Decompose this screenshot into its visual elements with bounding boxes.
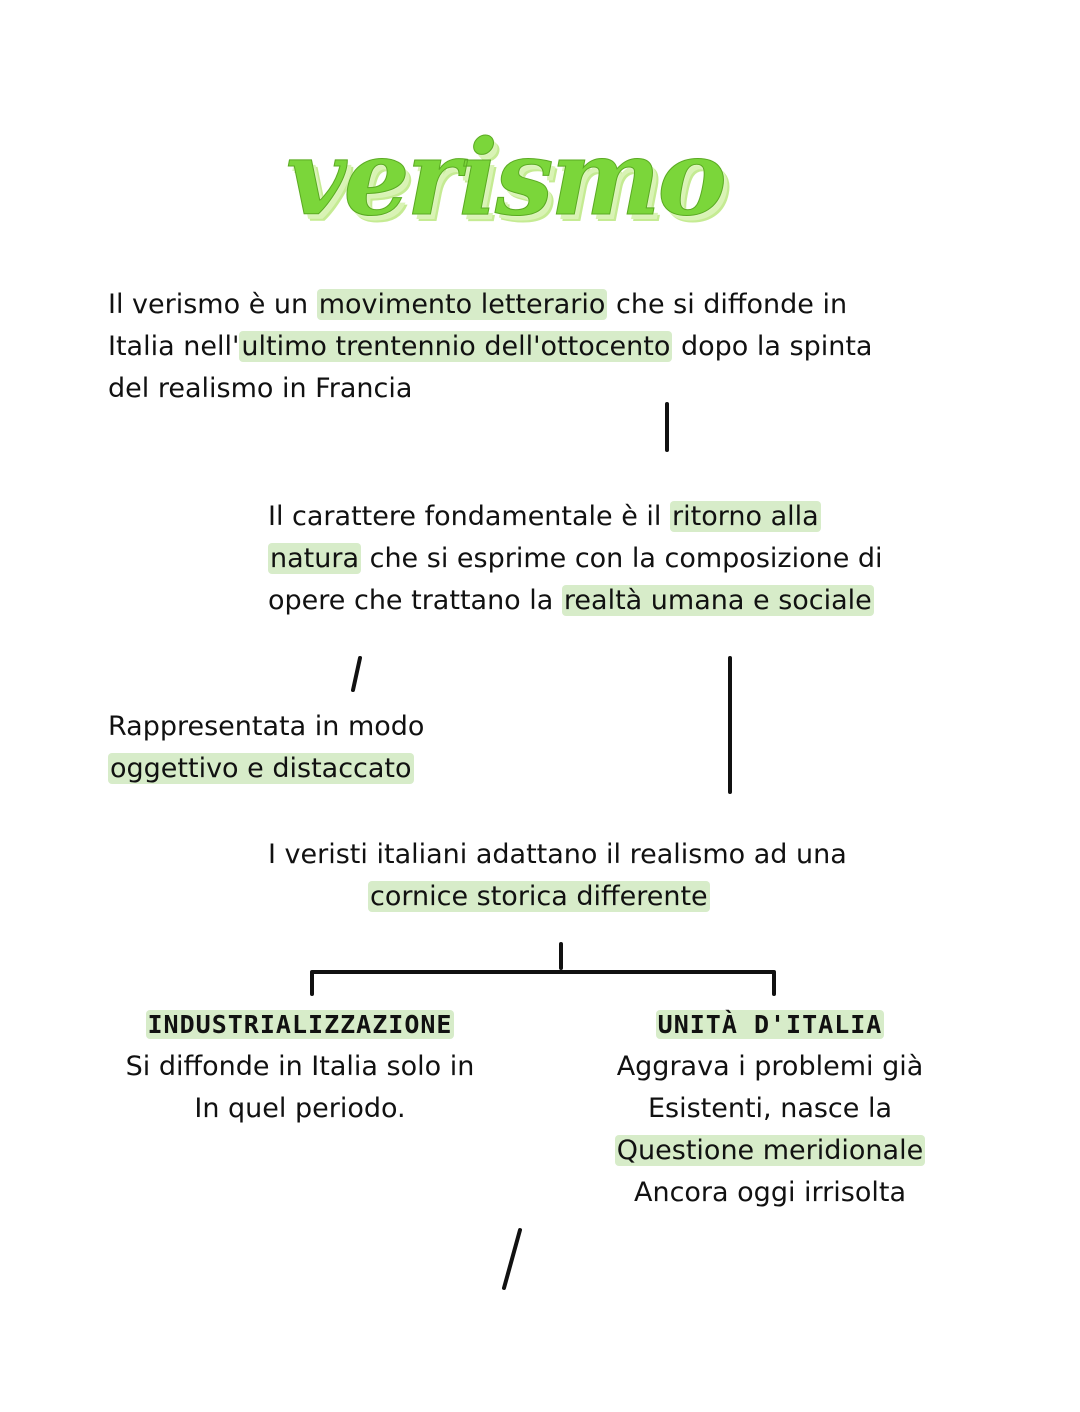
highlight-oggettivo: oggettivo e distaccato: [110, 753, 412, 784]
intro-text: Il verismo è un: [108, 289, 317, 320]
industrializzazione-heading-text: INDUSTRIALIZZAZIONE: [147, 1010, 453, 1039]
intro-line-3: del realismo in Francia: [108, 373, 413, 404]
connector-carattere-rappresentata: [353, 658, 360, 690]
industrializzazione-line-2: In quel periodo.: [194, 1093, 406, 1124]
highlight-realta: realtà umana e sociale: [563, 585, 872, 616]
industrializzazione-line-1: Si diffonde in Italia solo in: [125, 1051, 475, 1082]
page-title: verismo: [286, 116, 724, 239]
intro-text: Italia nell': [108, 331, 240, 362]
unita-line-2: Esistenti, nasce la: [647, 1093, 893, 1124]
highlight-trentennio: ultimo trentennio dell'ottocento: [241, 331, 671, 362]
carattere-text: Il carattere fondamentale è il: [268, 501, 671, 532]
connector-bottom-slash: [504, 1230, 520, 1288]
highlight-movimento: movimento letterario: [318, 289, 606, 320]
unita-heading-text: UNITÀ D'ITALIA: [657, 1010, 883, 1039]
intro-text: dopo la spinta: [672, 331, 873, 362]
connector-branch-bracket: [312, 972, 774, 994]
highlight-ritorno: ritorno alla: [672, 501, 819, 532]
highlight-cornice: cornice storica differente: [370, 881, 708, 912]
carattere-text: opere che trattano la: [268, 585, 562, 616]
intro-text: che si diffonde in: [607, 289, 848, 320]
carattere-text: che si esprime con la composizione di: [361, 543, 883, 574]
rappresentata-line-1: Rappresentata in modo: [108, 711, 425, 742]
highlight-natura: natura: [270, 543, 360, 574]
unita-line-4: Ancora oggi irrisolta: [633, 1177, 906, 1208]
highlight-questione: Questione meridionale: [616, 1135, 924, 1166]
unita-line-1: Aggrava i problemi già: [616, 1051, 924, 1082]
veristi-line-1: I veristi italiani adattano il realismo ad una: [268, 839, 847, 870]
